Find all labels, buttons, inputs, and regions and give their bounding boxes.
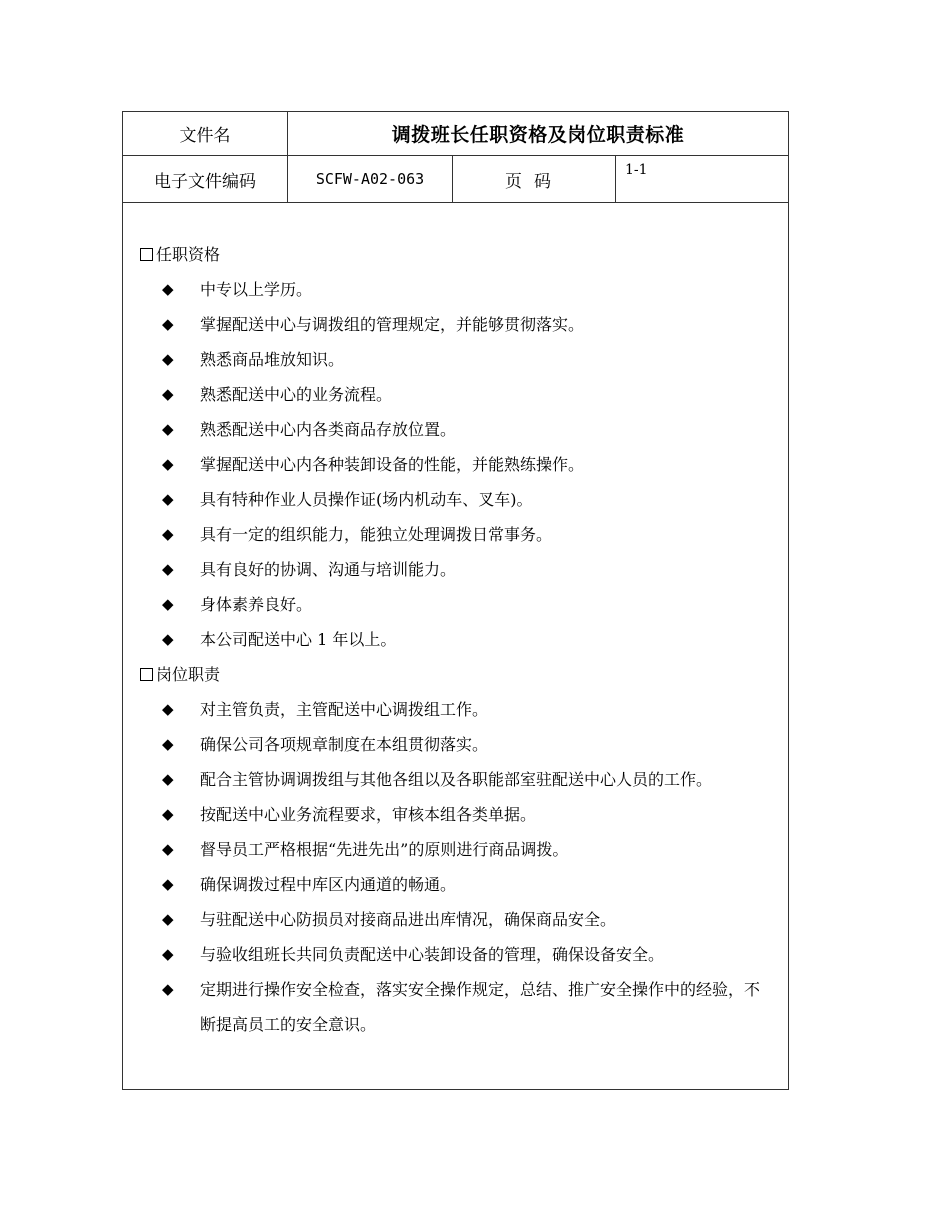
list-item [140, 272, 772, 307]
diamond-bullet-icon: ◆ [162, 385, 174, 403]
list-item-text: 熟悉商品堆放知识。 [200, 350, 345, 369]
diamond-bullet-icon: ◆ [162, 735, 174, 753]
checkbox-square-icon [140, 248, 153, 261]
list-item-text: 具有良好的协调、沟通与培训能力。 [200, 560, 457, 579]
list-item [140, 377, 772, 412]
diamond-bullet-icon: ◆ [162, 350, 174, 368]
meta-row [123, 156, 789, 203]
diamond-bullet-icon: ◆ [162, 630, 174, 648]
qualifications-list [140, 272, 772, 657]
list-item-text: 与验收组班长共同负责配送中心装卸设备的管理，确保设备安全。 [200, 945, 665, 964]
list-item-text: 中专以上学历。 [200, 280, 313, 299]
diamond-bullet-icon: ◆ [162, 945, 174, 963]
list-item [140, 307, 772, 342]
body-cell [123, 203, 789, 1090]
list-item-text: 确保公司各项规章制度在本组贯彻落实。 [200, 735, 489, 754]
list-item-text: 掌握配送中心内各种装卸设备的性能，并能熟练操作。 [200, 455, 585, 474]
list-item-text: 配合主管协调调拨组与其他各组以及各职能部室驻配送中心人员的工作。 [200, 770, 713, 789]
diamond-bullet-icon: ◆ [162, 805, 174, 823]
list-item [140, 517, 772, 552]
list-item-text: 熟悉配送中心的业务流程。 [200, 385, 393, 404]
diamond-bullet-icon: ◆ [162, 980, 174, 998]
list-item-text: 具有特种作业人员操作证(场内机动车、叉车)。 [200, 490, 533, 509]
diamond-bullet-icon: ◆ [162, 910, 174, 928]
diamond-bullet-icon: ◆ [162, 315, 174, 333]
list-item-text: 本公司配送中心 1 年以上。 [200, 630, 397, 649]
qualifications-heading-text: 任职资格 [156, 245, 221, 264]
diamond-bullet-icon: ◆ [162, 770, 174, 788]
diamond-bullet-icon: ◆ [162, 595, 174, 613]
list-item [140, 412, 772, 447]
list-item-text: 对主管负责，主管配送中心调拨组工作。 [200, 700, 489, 719]
list-item [140, 972, 772, 1042]
diamond-bullet-icon: ◆ [162, 525, 174, 543]
diamond-bullet-icon: ◆ [162, 280, 174, 298]
list-item [140, 482, 772, 517]
code-label: 电子文件编码 [123, 156, 288, 203]
list-item-text: 按配送中心业务流程要求，审核本组各类单据。 [200, 805, 537, 824]
checkbox-square-icon [140, 668, 153, 681]
header-row [123, 112, 789, 156]
list-item-text: 掌握配送中心与调拨组的管理规定，并能够贯彻落实。 [200, 315, 585, 334]
list-item [140, 902, 772, 937]
diamond-bullet-icon: ◆ [162, 490, 174, 508]
list-item [140, 832, 772, 867]
diamond-bullet-icon: ◆ [162, 700, 174, 718]
list-item [140, 552, 772, 587]
document-table [122, 111, 789, 1090]
list-item [140, 762, 772, 797]
list-item [140, 342, 772, 377]
document-title: 调拨班长任职资格及岗位职责标准 [288, 112, 789, 156]
diamond-bullet-icon: ◆ [162, 560, 174, 578]
list-item [140, 587, 772, 622]
duties-heading [140, 657, 772, 692]
list-item-text: 具有一定的组织能力，能独立处理调拨日常事务。 [200, 525, 553, 544]
list-item-text: 确保调拨过程中库区内通道的畅通。 [200, 875, 457, 894]
list-item-text: 熟悉配送中心内各类商品存放位置。 [200, 420, 457, 439]
list-item-text: 与驻配送中心防损员对接商品进出库情况，确保商品安全。 [200, 910, 617, 929]
list-item [140, 727, 772, 762]
list-item-text: 身体素养良好。 [200, 595, 313, 614]
diamond-bullet-icon: ◆ [162, 875, 174, 893]
list-item [140, 867, 772, 902]
page-label: 页码 [453, 156, 616, 203]
page-value: 1-1 [616, 156, 789, 203]
list-item [140, 692, 772, 727]
diamond-bullet-icon: ◆ [162, 455, 174, 473]
body-row [123, 203, 789, 1090]
list-item [140, 447, 772, 482]
list-item [140, 797, 772, 832]
duties-list [140, 692, 772, 1042]
list-item-text: 督导员工严格根据“先进先出”的原则进行商品调拨。 [200, 840, 569, 859]
list-item [140, 937, 772, 972]
list-item-text: 定期进行操作安全检查，落实安全操作规定，总结、推广安全操作中的经验，不断提高员工的安全意识。 [200, 980, 761, 1034]
duties-heading-text: 岗位职责 [156, 665, 221, 684]
diamond-bullet-icon: ◆ [162, 420, 174, 438]
list-item [140, 622, 772, 657]
qualifications-heading [140, 237, 772, 272]
file-name-label: 文件名 [123, 112, 288, 156]
code-value: SCFW-A02-063 [288, 156, 453, 203]
diamond-bullet-icon: ◆ [162, 840, 174, 858]
content [123, 203, 788, 1042]
